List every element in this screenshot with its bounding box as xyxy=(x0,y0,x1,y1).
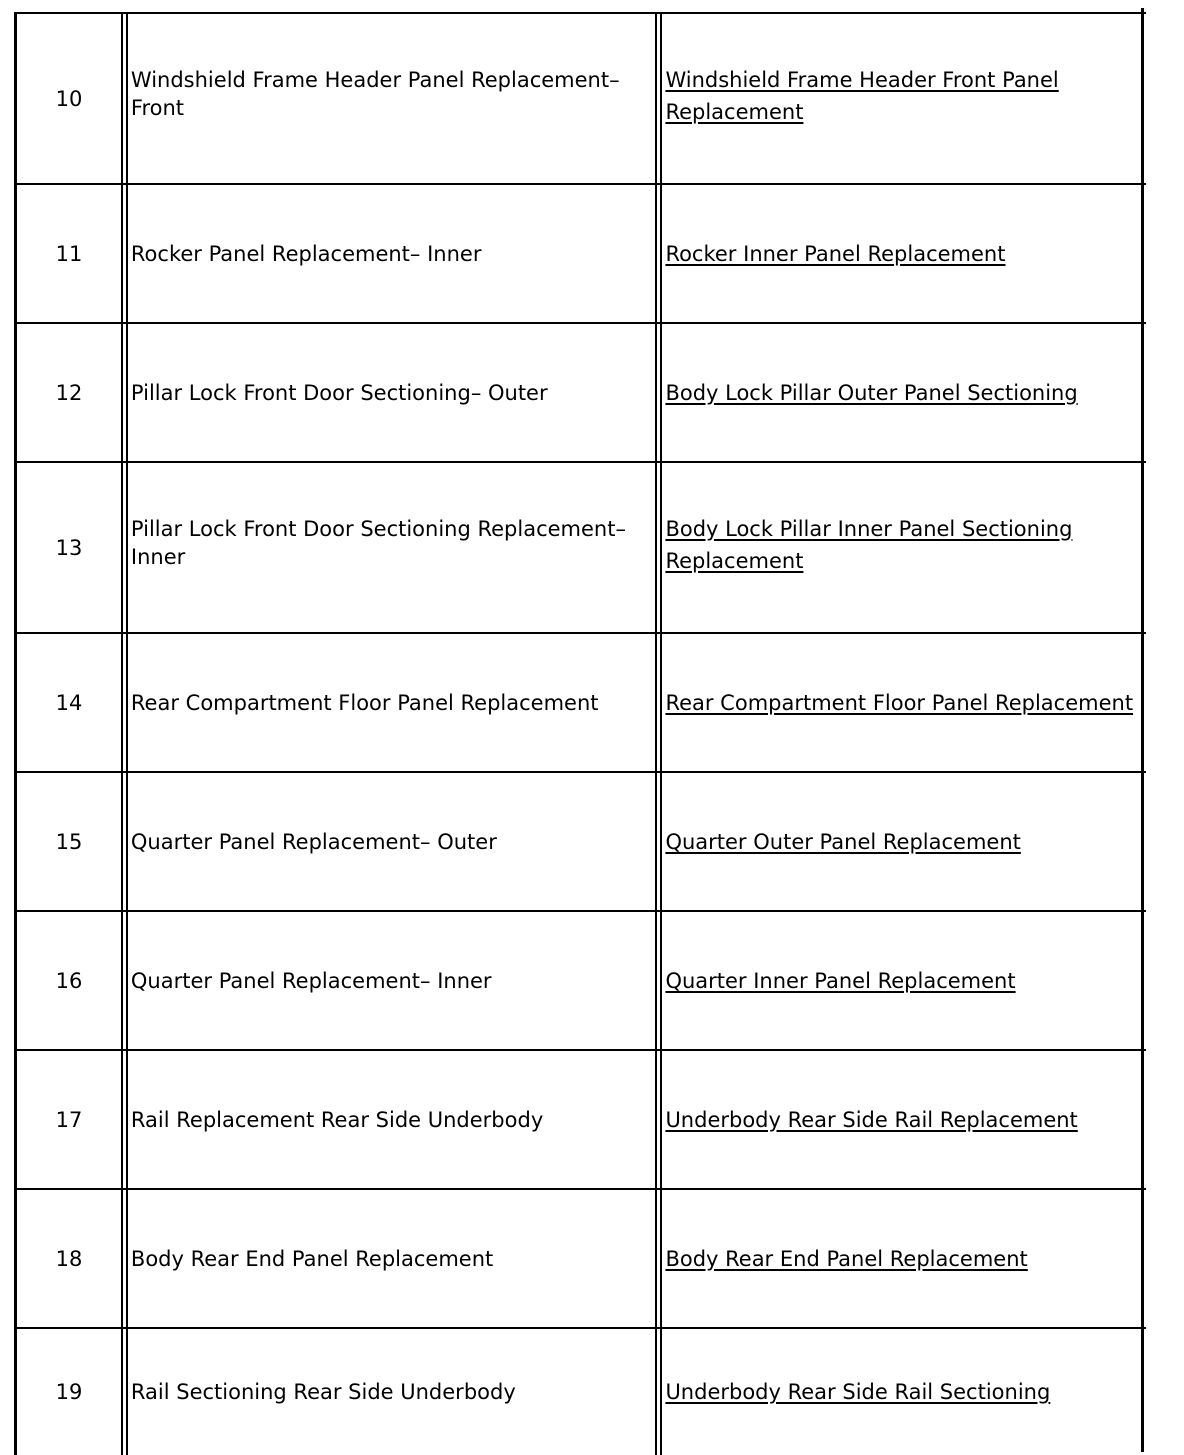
row-description xyxy=(126,14,658,183)
row-procedure xyxy=(660,912,1146,1049)
description-text: Body Rear End Panel Replacement xyxy=(130,1246,494,1271)
table-row xyxy=(14,1327,1146,1455)
row-procedure xyxy=(660,1051,1146,1188)
procedure-link[interactable]: Quarter Outer Panel Replacement xyxy=(665,829,1021,854)
row-number: 17 xyxy=(14,1051,123,1188)
table-row xyxy=(14,322,1146,461)
row-number: 18 xyxy=(14,1190,123,1327)
description-text: Rear Compartment Floor Panel Replacement xyxy=(130,690,599,715)
row-number: 11 xyxy=(14,185,123,322)
procedure-link[interactable]: Rear Compartment Floor Panel Replacement xyxy=(665,690,1134,715)
row-procedure xyxy=(660,634,1146,771)
description-text: Rail Replacement Rear Side Underbody xyxy=(130,1107,544,1132)
table-row xyxy=(14,1049,1146,1188)
description-text: Windshield Frame Header Panel Replacement–Front xyxy=(130,67,620,120)
row-procedure xyxy=(660,1190,1146,1327)
row-number: 19 xyxy=(14,1329,123,1455)
row-procedure xyxy=(660,14,1146,183)
procedure-link[interactable]: Quarter Inner Panel Replacement xyxy=(665,968,1016,993)
table-row xyxy=(14,461,1146,632)
procedure-link[interactable]: Windshield Frame Header Front Panel Replacement xyxy=(665,67,1059,124)
row-number: 16 xyxy=(14,912,123,1049)
row-number: 13 xyxy=(14,463,123,632)
row-procedure xyxy=(660,324,1146,461)
row-number: 12 xyxy=(14,324,123,461)
description-text: Pillar Lock Front Door Sectioning– Outer xyxy=(130,380,548,405)
table-row xyxy=(14,771,1146,910)
procedure-link[interactable]: Body Rear End Panel Replacement xyxy=(665,1246,1028,1271)
row-description xyxy=(126,773,658,910)
row-procedure xyxy=(660,773,1146,910)
procedure-link[interactable]: Body Lock Pillar Outer Panel Sectioning xyxy=(665,380,1078,405)
table-row xyxy=(14,632,1146,771)
description-text: Quarter Panel Replacement– Inner xyxy=(130,968,492,993)
row-description xyxy=(126,634,658,771)
row-procedure xyxy=(660,1329,1146,1455)
row-description xyxy=(126,1051,658,1188)
row-procedure xyxy=(660,463,1146,632)
row-number: 14 xyxy=(14,634,123,771)
procedure-link[interactable]: Rocker Inner Panel Replacement xyxy=(665,241,1006,266)
procedure-link[interactable]: Underbody Rear Side Rail Sectioning xyxy=(665,1380,1051,1404)
row-number: 10 xyxy=(14,14,123,183)
procedure-link[interactable]: Body Lock Pillar Inner Panel Sectioning Replacement xyxy=(665,516,1073,573)
row-description xyxy=(126,1329,658,1455)
row-number: 15 xyxy=(14,773,123,910)
description-text: Rail Sectioning Rear Side Underbody xyxy=(130,1380,516,1404)
table-row xyxy=(14,1188,1146,1327)
table-row xyxy=(14,12,1146,183)
row-description xyxy=(126,324,658,461)
repair-procedures-table xyxy=(14,12,1146,1455)
row-procedure xyxy=(660,185,1146,322)
table-row xyxy=(14,183,1146,322)
table-row xyxy=(14,910,1146,1049)
procedure-link[interactable]: Underbody Rear Side Rail Replacement xyxy=(665,1107,1078,1132)
row-description xyxy=(126,912,658,1049)
row-description xyxy=(126,463,658,632)
description-text: Quarter Panel Replacement– Outer xyxy=(130,829,497,854)
description-text: Rocker Panel Replacement– Inner xyxy=(130,241,482,266)
description-text: Pillar Lock Front Door Sectioning Replacement–Inner xyxy=(130,516,626,569)
row-description xyxy=(126,1190,658,1327)
row-description xyxy=(126,185,658,322)
